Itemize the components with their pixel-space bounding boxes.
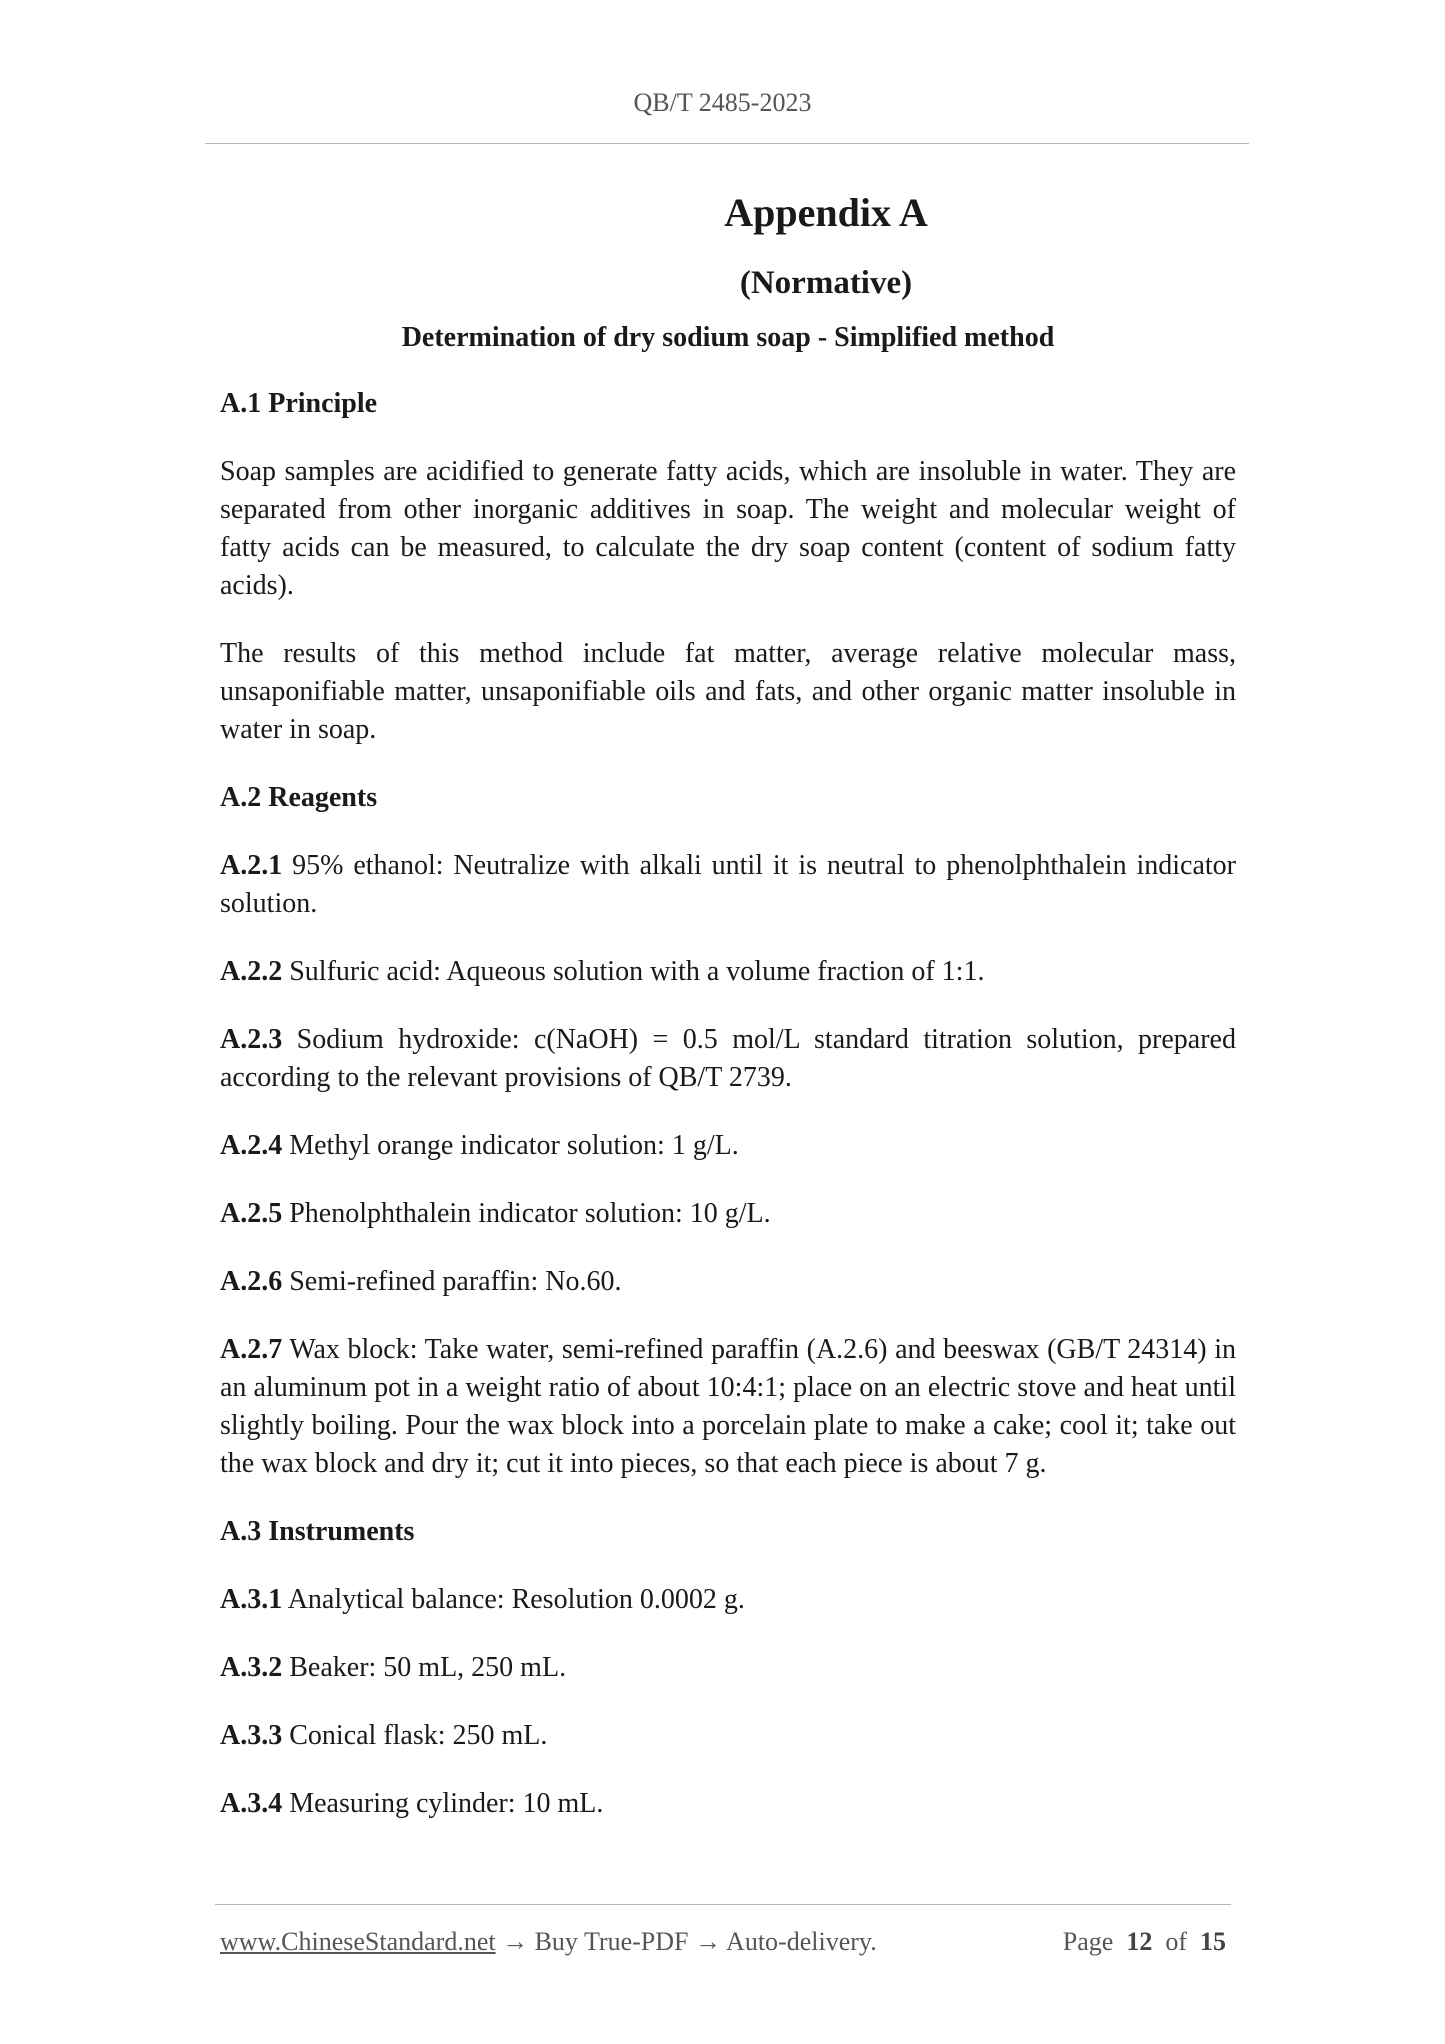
appendix-caption: Determination of dry sodium soap - Simplified method — [401, 322, 1055, 353]
item-number: A.2.2 — [220, 956, 283, 987]
item-number: A.3.1 — [220, 1584, 283, 1615]
reagent-item — [220, 1195, 1236, 1233]
page-footer — [220, 1924, 1232, 1960]
website-link[interactable]: www.ChineseStandard.net — [220, 1927, 496, 1956]
instrument-item — [220, 1649, 1236, 1687]
item-text: 95% ethanol: Neutralize with alkali until it is neutral to phenolphthalein indicator solution. — [220, 850, 1236, 919]
item-text: Phenolphthalein indicator solution: 10 g/L. — [282, 1198, 771, 1229]
page-header-standard-code: QB/T 2485-2023 — [633, 88, 812, 117]
item-number: A.2.1 — [220, 850, 283, 881]
item-text: Sulfuric acid: Aqueous solution with a volume fraction of 1:1. — [282, 956, 985, 987]
section-heading-reagents: A.2 Reagents — [220, 782, 378, 813]
reagent-item — [220, 953, 1236, 991]
item-number: A.2.5 — [220, 1198, 283, 1229]
reagent-item — [220, 1127, 1236, 1165]
item-text: Beaker: 50 mL, 250 mL. — [282, 1652, 567, 1683]
item-text: Sodium hydroxide: c(NaOH) = 0.5 mol/L standard titration solution, prepared according to the relevant provisions of QB/T 2739. — [220, 1024, 1236, 1093]
page-of-label: of — [1165, 1927, 1187, 1956]
item-text: Wax block: Take water, semi-refined paraffin (A.2.6) and beeswax (GB/T 24314) in an aluminum pot in a weight ratio of about 10:4:1; place on an electric stove and heat until slightly boiling. Pour the wax block into a porcelain plate to make a cake; cool it; take out the wax block and dry it; cut it into pieces, so that each piece is about 7 g. — [220, 1334, 1236, 1479]
page-total: 15 — [1200, 1927, 1226, 1956]
item-text: Methyl orange indicator solution: 1 g/L. — [282, 1130, 739, 1161]
item-text: Analytical balance: Resolution 0.0002 g. — [282, 1584, 745, 1615]
footer-promo-text: → Buy True-PDF → Auto-delivery. — [495, 1927, 877, 1956]
footer-promo — [220, 1924, 877, 1960]
item-text: Conical flask: 250 mL. — [282, 1720, 548, 1751]
item-text: Semi-refined paraffin: No.60. — [282, 1266, 622, 1297]
instrument-item — [220, 1581, 1236, 1619]
section-heading-principle: A.1 Principle — [220, 388, 378, 419]
appendix-subtitle: (Normative) — [739, 265, 913, 301]
section-heading-instruments: A.3 Instruments — [220, 1516, 415, 1547]
reagent-item — [220, 1331, 1236, 1483]
principle-paragraph: The results of this method include fat matter, average relative molecular mass, unsaponifiable matter, unsaponifiable oils and fats, and other organic matter insoluble in water in soap. — [220, 638, 1236, 745]
instrument-item — [220, 1717, 1236, 1755]
item-number: A.2.3 — [220, 1024, 283, 1055]
page-label: Page — [1062, 1927, 1114, 1956]
page-number — [1063, 1924, 1226, 1960]
item-number: A.3.2 — [220, 1652, 283, 1683]
reagent-item — [220, 847, 1236, 923]
item-number: A.2.7 — [220, 1334, 283, 1365]
principle-paragraph: Soap samples are acidified to generate fatty acids, which are insoluble in water. They are separated from other inorganic additives in soap. The weight and molecular weight of fatty acids can be measured, to calculate the dry soap content (content of sodium fatty acids). — [220, 456, 1236, 601]
item-number: A.3.3 — [220, 1720, 283, 1751]
item-number: A.2.4 — [220, 1130, 283, 1161]
reagent-item — [220, 1021, 1236, 1097]
item-number: A.3.4 — [220, 1788, 283, 1819]
footer-divider — [215, 1904, 1231, 1905]
header-divider — [205, 143, 1249, 144]
item-number: A.2.6 — [220, 1266, 283, 1297]
instrument-item — [220, 1785, 1236, 1823]
appendix-title: Appendix A — [724, 190, 928, 235]
document-body — [220, 185, 1236, 1853]
item-text: Measuring cylinder: 10 mL. — [282, 1788, 604, 1819]
reagent-item — [220, 1263, 1236, 1301]
page-current: 12 — [1126, 1927, 1153, 1956]
